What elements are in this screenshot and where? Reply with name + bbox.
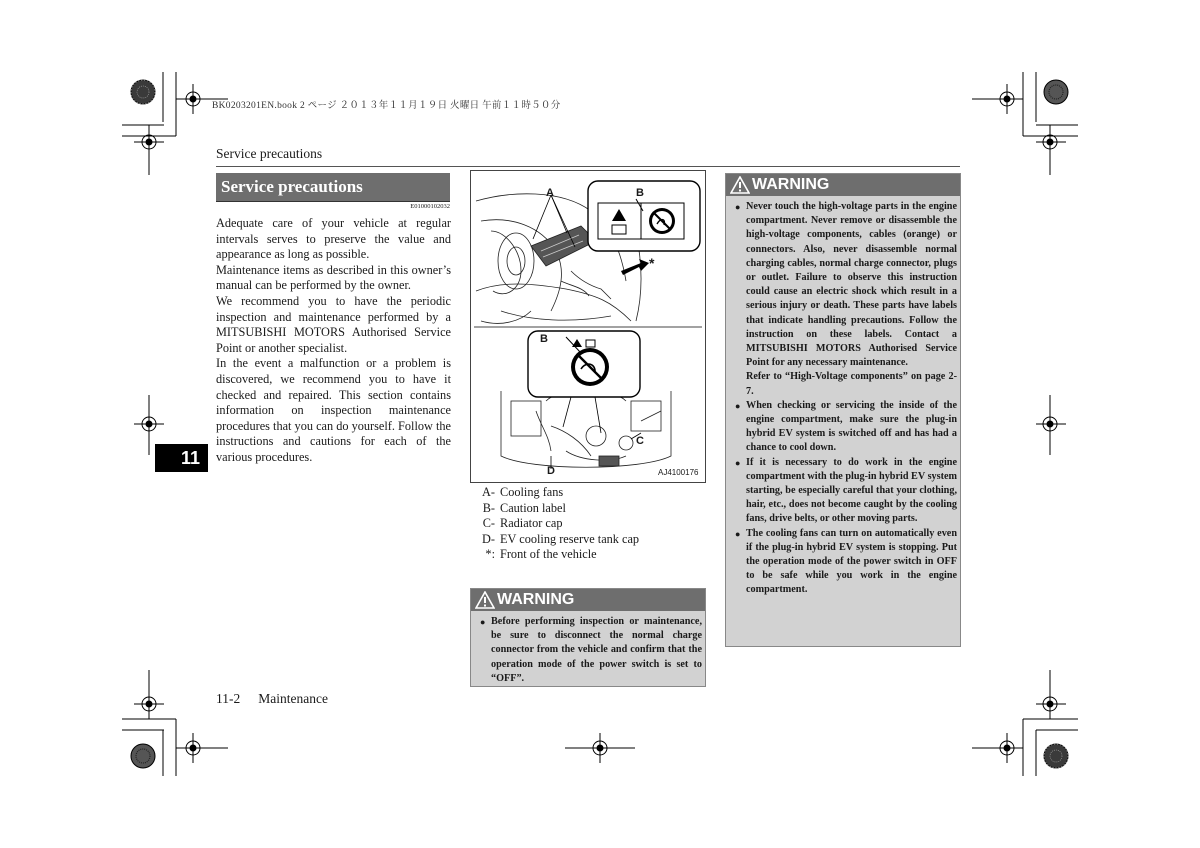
- paragraph: Maintenance items as described in this owner’s manual can be performed by the owner.: [216, 262, 451, 293]
- warning-item: ● When checking or servicing the inside of the engine compartment, make sure the plug-in hybrid EV system is switched off and has had a chance to cool down.: [735, 399, 957, 456]
- paragraph: In the event a malfunction or a problem is discovered, we recommend you to have it checked and repaired. This section contains information on inspection maintenance procedures that you can do yourself. Follow the instructions and cautions for each of the various procedures.: [216, 356, 451, 464]
- paragraph: We recommend you to have the periodic inspection and maintenance performed by a MITSUBISHI MOTORS Authorised Service Point or another specialist.: [216, 293, 451, 355]
- document-code: E01000102032: [410, 203, 450, 210]
- legend-item: C- Radiator cap: [482, 516, 563, 531]
- warning-item: ● The cooling fans can turn on automatically even if the plug-in hybrid EV system is stopping. Put the operation mode of the power switch in OFF to be safe while you work in the engine compartment.: [735, 527, 957, 598]
- section-title: Service precautions: [216, 173, 450, 201]
- warning-item: ● Before performing inspection or maintenance, be sure to disconnect the normal charge connector from the vehicle and confirm that the operation mode of the power switch is set to “OFF”.: [480, 615, 702, 686]
- callout-b-top: B: [636, 187, 644, 199]
- paragraph: Adequate care of your vehicle at regular intervals serves to preserve the value and appearance as long as possible.: [216, 216, 451, 262]
- warning-item: ● If it is necessary to do work in the engine compartment with the plug-in hybrid EV system starting, be especially careful that your clothing, hair, etc., does not become caught by the cooling fans, drive belts, or other moving parts.: [735, 456, 957, 527]
- warning-item: ● Never touch the high-voltage parts in the engine compartment. Never remove or disassemble the high-voltage components, cables (orange) or connectors. Also, never disassemble normal charging cables, normal charge connector, plugs or outlet. Failure to observe this instruction could cause an electric shock which result in a serious injury or death. These parts have labels that indicate handling precautions. Follow the instruction on these labels. Contact a MITSUBISHI MOTORS Authorised Service Point for any necessary maintenance. Refer to “High-Voltage components” on page 2-7.: [735, 200, 957, 399]
- running-head: Service precautions: [216, 146, 323, 161]
- intro-text: [216, 216, 451, 466]
- warning-header: WARNING: [471, 589, 705, 611]
- legend-item: D- EV cooling reserve tank cap: [482, 531, 640, 546]
- header-rule: [216, 166, 960, 167]
- callout-a: A: [546, 187, 554, 199]
- warning-header: WARNING: [726, 174, 960, 196]
- front-of-vehicle-mark: *: [649, 255, 655, 271]
- engine-compartment-figure: [470, 170, 706, 483]
- legend-item: B- Caution label: [482, 500, 566, 515]
- printer-slug: BK0203201EN.book 2 ページ ２０１３年１１月１９日 火曜日 午前１１時５０分: [212, 101, 561, 111]
- callout-b-bottom: B: [540, 333, 548, 345]
- warning-box-right: [725, 173, 961, 647]
- warning-triangle-icon: [730, 176, 750, 194]
- page-number: 11-2: [216, 691, 241, 706]
- warning-list: [471, 611, 705, 690]
- engine-illustration: [471, 171, 705, 482]
- legend-item: *: Front of the vehicle: [485, 547, 597, 562]
- warning-triangle-icon: [475, 591, 495, 609]
- chapter-name: Maintenance: [258, 691, 328, 706]
- warning-box-left: [470, 588, 706, 687]
- figure-id: AJ4100176: [658, 468, 699, 477]
- warning-list: [726, 196, 960, 602]
- callout-c: C: [636, 435, 644, 447]
- title-rule: [216, 201, 450, 202]
- page-footer: [216, 691, 328, 707]
- legend-item: A- Cooling fans: [482, 485, 564, 499]
- cross-reference: Refer to “High-Voltage components” on page 2-7.: [746, 371, 957, 397]
- figure-legend: [476, 485, 701, 563]
- chapter-tab: 11: [155, 444, 208, 472]
- callout-d: D: [547, 465, 555, 477]
